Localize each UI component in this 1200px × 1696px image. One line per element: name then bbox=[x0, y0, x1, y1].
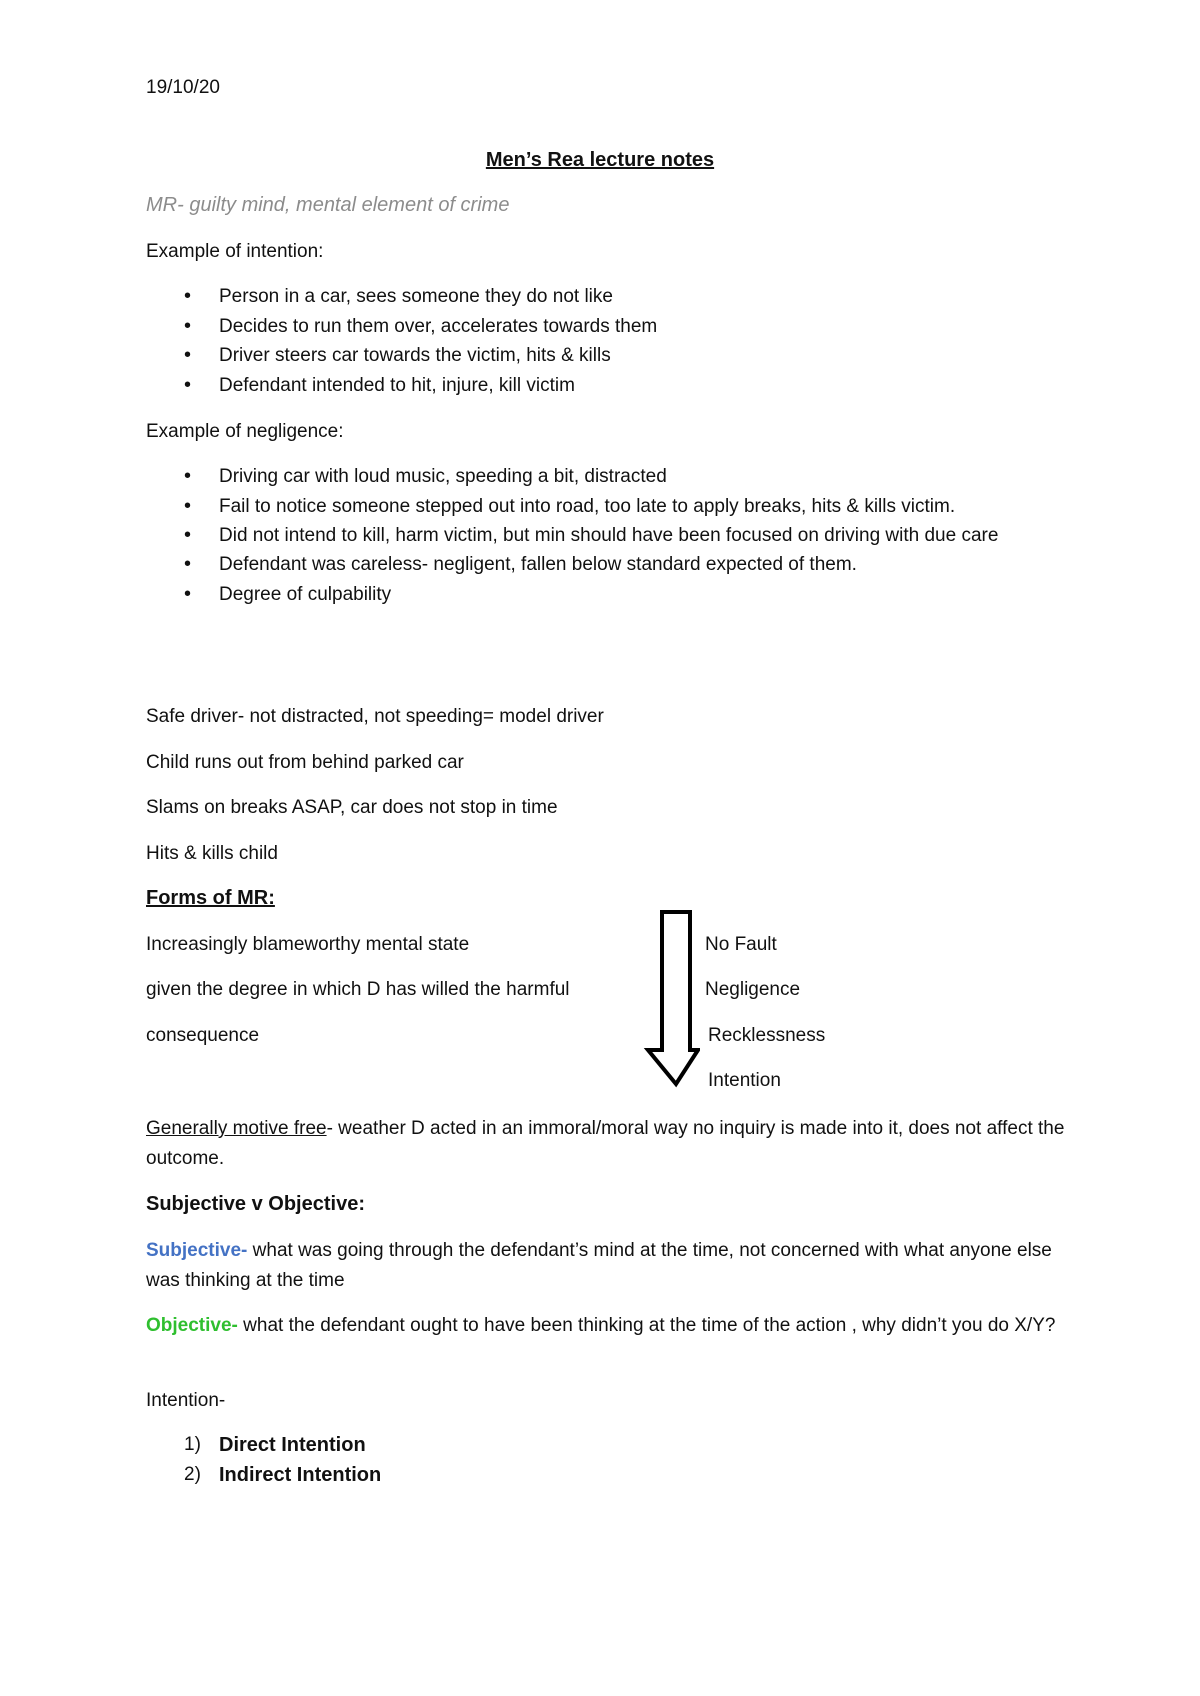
list-item: • Defendant intended to hit, injure, kill victim bbox=[146, 371, 1089, 401]
subjective-text: what was going through the defendant’s mind at the time, not concerned with what anyone else was thinking at the time bbox=[146, 1240, 1052, 1291]
list-item: • Decides to run them over, accelerates towards them bbox=[146, 312, 1089, 342]
list-item-text: Indirect Intention bbox=[219, 1464, 382, 1486]
safe-driver-line: Child runs out from behind parked car bbox=[146, 752, 464, 773]
down-arrow-icon bbox=[640, 910, 700, 1090]
forms-description-line: consequence bbox=[146, 1025, 260, 1046]
safe-driver-line: Hits & kills child bbox=[146, 843, 278, 864]
motive-paragraph bbox=[146, 1114, 1066, 1173]
date: 19/10/20 bbox=[146, 77, 220, 98]
scale-intention: Intention bbox=[708, 1070, 781, 1091]
subjective-paragraph bbox=[146, 1236, 1066, 1295]
intention-example-list bbox=[146, 282, 1089, 400]
list-item bbox=[146, 1430, 381, 1460]
forms-heading: Forms of MR: bbox=[146, 887, 275, 909]
subjective-objective-heading: Subjective v Objective: bbox=[146, 1193, 365, 1215]
negligence-example-list bbox=[146, 462, 1089, 609]
intention-types-list bbox=[146, 1430, 381, 1490]
list-item: • Did not intend to kill, harm victim, but min should have been focused on driving with due care bbox=[146, 521, 1039, 550]
motive-text: - weather D acted in an immoral/moral way no inquiry is made into it, does not affect the outcome. bbox=[146, 1118, 1065, 1169]
motive-term: Generally motive free bbox=[146, 1118, 327, 1139]
objective-term: Objective- bbox=[146, 1315, 238, 1336]
list-item: • Driver steers car towards the victim, hits & kills bbox=[146, 341, 1089, 371]
scale-no-fault: No Fault bbox=[705, 934, 777, 955]
safe-driver-line: Slams on breaks ASAP, car does not stop in time bbox=[146, 797, 558, 818]
forms-description-line: given the degree in which D has willed the harmful bbox=[146, 979, 570, 1000]
objective-paragraph bbox=[146, 1311, 1066, 1341]
forms-description-line: Increasingly blameworthy mental state bbox=[146, 934, 470, 955]
list-item: • Person in a car, sees someone they do not like bbox=[146, 282, 1089, 312]
subjective-term: Subjective- bbox=[146, 1240, 248, 1261]
scale-recklessness: Recklessness bbox=[708, 1025, 826, 1046]
page-title: Men’s Rea lecture notes bbox=[485, 149, 715, 171]
list-item-text: Direct Intention bbox=[219, 1434, 366, 1456]
scale-negligence: Negligence bbox=[705, 979, 801, 1000]
negligence-example-label: Example of negligence: bbox=[146, 421, 344, 442]
intention-example-label: Example of intention: bbox=[146, 241, 324, 262]
list-item: • Degree of culpability bbox=[146, 580, 1089, 610]
safe-driver-line: Safe driver- not distracted, not speeding= model driver bbox=[146, 706, 604, 727]
list-item: • Fail to notice someone stepped out into road, too late to apply breaks, hits & kills victim. bbox=[146, 492, 1089, 522]
objective-text: what the defendant ought to have been thinking at the time of the action , why didn’t you do X/Y? bbox=[237, 1315, 1056, 1336]
list-item: • Driving car with loud music, speeding a bit, distracted bbox=[146, 462, 1089, 492]
list-number: 1) bbox=[184, 1434, 201, 1455]
subtitle: MR- guilty mind, mental element of crime bbox=[146, 194, 510, 216]
list-item bbox=[146, 1460, 381, 1490]
list-number: 2) bbox=[184, 1464, 201, 1485]
list-item: • Defendant was careless- negligent, fallen below standard expected of them. bbox=[146, 550, 1089, 580]
intention-label: Intention- bbox=[146, 1390, 226, 1411]
